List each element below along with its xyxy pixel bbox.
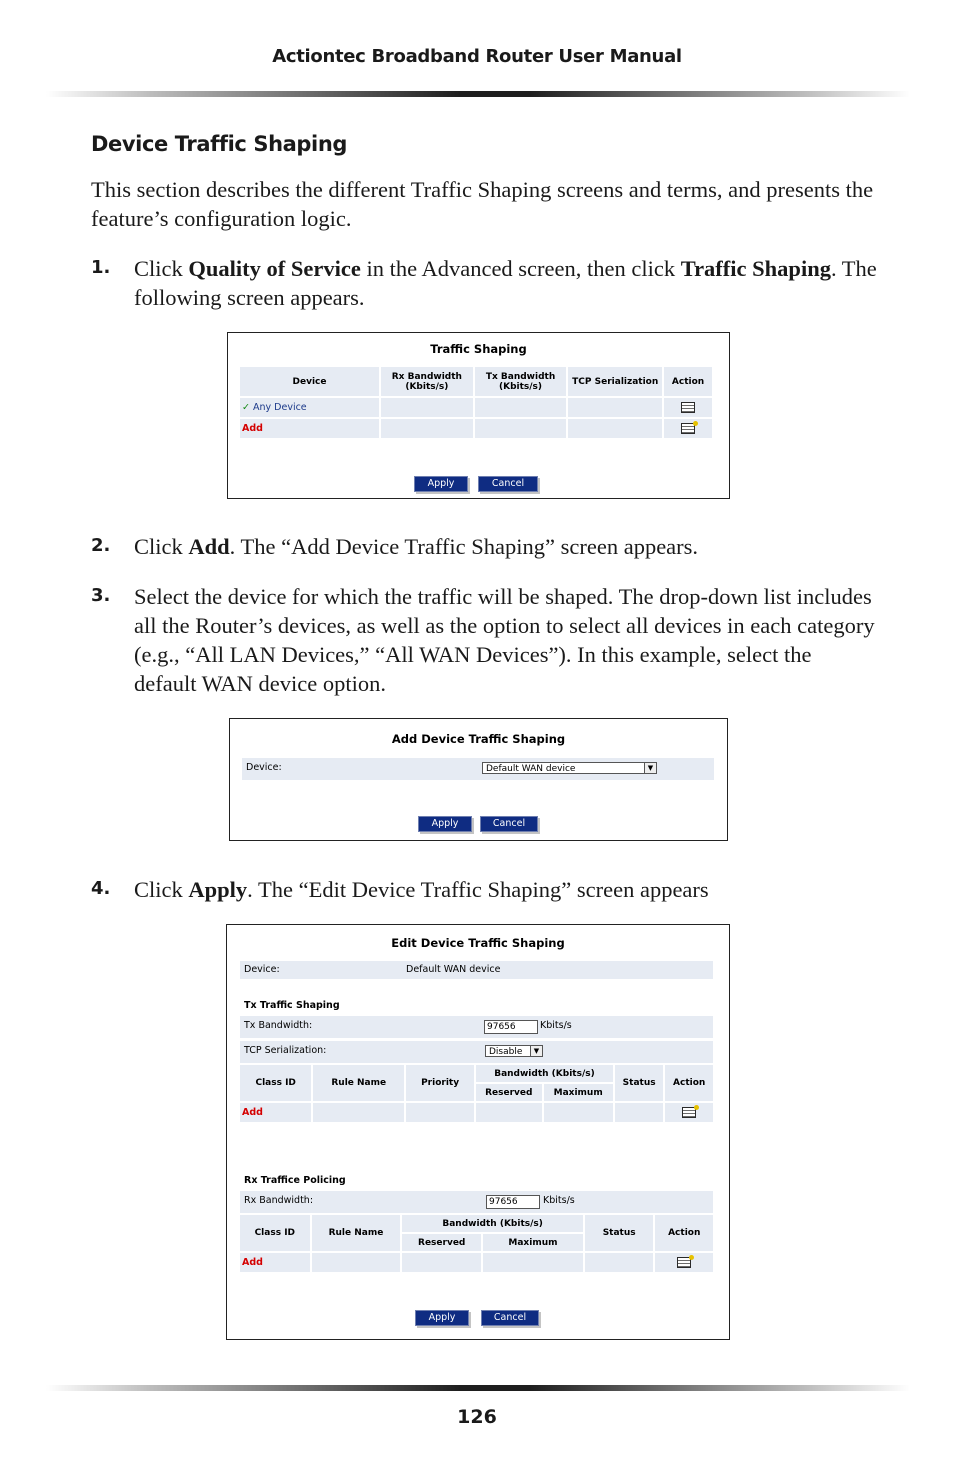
tcp-serialization-row [240, 1041, 713, 1063]
col-action: Action [665, 1065, 713, 1101]
apply-button[interactable]: Apply [415, 1310, 469, 1326]
running-header: Actiontec Broadband Router User Manual [272, 46, 682, 67]
device-label: Device: [246, 762, 282, 773]
add-link[interactable]: Add [242, 1107, 263, 1118]
col-rule-name: Rule Name [312, 1215, 401, 1251]
add-link[interactable]: Add [242, 423, 263, 434]
intro-paragraph: This section describes the different Traffic Shaping screens and terms, and presents the feature’s configuration logic. [91, 177, 874, 231]
screen-title: Add Device Traffic Shaping [391, 732, 566, 746]
col-class-id: Class ID [240, 1065, 311, 1101]
rx-bandwidth-row [240, 1191, 713, 1213]
add-link[interactable]: Add [242, 1257, 263, 1268]
device-link[interactable]: Any Device [253, 402, 307, 413]
rx-unit: Kbits/s [543, 1195, 575, 1206]
device-select[interactable]: Default WAN device ▼ [482, 762, 657, 774]
col-bandwidth: Bandwidth (Kbits/s) [402, 1215, 583, 1232]
chevron-down-icon: ▼ [644, 763, 656, 773]
cancel-button[interactable]: Cancel [480, 816, 538, 832]
tx-bandwidth-label: Tx Bandwidth: [244, 1020, 313, 1031]
col-class-id: Class ID [240, 1215, 310, 1251]
tx-bandwidth-row [240, 1016, 713, 1038]
section-title: Device Traffic Shaping [91, 132, 347, 156]
add-device-traffic-shaping-screenshot [229, 718, 728, 841]
rx-bandwidth-label: Rx Bandwidth: [244, 1195, 314, 1206]
step-4-text: Click Apply. The “Edit Device Traffic Shaping” screen appears [134, 877, 709, 902]
table-row [240, 1103, 713, 1122]
apply-button[interactable]: Apply [414, 476, 468, 492]
col-action: Action [664, 367, 712, 396]
col-device: Device [240, 367, 379, 396]
tx-unit: Kbits/s [540, 1020, 572, 1031]
step-number: 2. [91, 535, 111, 556]
table-row [240, 419, 712, 438]
tcp-serialization-label: TCP Serialization: [244, 1045, 327, 1056]
device-label: Device: [244, 964, 280, 975]
add-icon[interactable] [682, 1107, 696, 1118]
col-status: Status [615, 1065, 664, 1101]
rx-class-table [238, 1213, 715, 1274]
step-number: 3. [91, 585, 111, 606]
apply-button[interactable]: Apply [418, 816, 472, 832]
step-3-text: Select the device for which the traffic will be shaped. The drop-down list includes all the Router’s devices, as well as the option to select all devices in each category (e.g., “All LAN Devices,” “All WAN Devices”). In this example, select the default WAN device option. [134, 584, 875, 696]
col-tcp-serialization: TCP Serialization [568, 367, 662, 396]
page-number: 126 [457, 1406, 497, 1428]
edit-device-traffic-shaping-screenshot [226, 924, 730, 1340]
col-bandwidth: Bandwidth (Kbits/s) [476, 1065, 613, 1082]
col-maximum: Maximum [483, 1234, 583, 1251]
screen-title: Traffic Shaping [430, 342, 527, 356]
device-row [240, 961, 713, 979]
table-row [240, 398, 712, 417]
footer-rule [46, 1385, 910, 1391]
edit-icon[interactable] [681, 402, 695, 413]
traffic-shaping-screenshot [227, 332, 730, 499]
col-action: Action [655, 1215, 713, 1251]
cancel-button[interactable]: Cancel [481, 1310, 539, 1326]
col-maximum: Maximum [544, 1084, 613, 1101]
col-reserved: Reserved [476, 1084, 541, 1101]
step-number: 4. [91, 878, 111, 899]
header-rule [46, 91, 910, 97]
col-priority: Priority [406, 1065, 474, 1101]
col-tx-bandwidth: Tx Bandwidth (Kbits/s) [475, 367, 567, 396]
device-value: Default WAN device [406, 964, 501, 975]
col-rule-name: Rule Name [313, 1065, 404, 1101]
cancel-button[interactable]: Cancel [478, 476, 538, 492]
screen-title: Edit Device Traffic Shaping [391, 936, 565, 950]
table-row [240, 1253, 713, 1272]
rx-section-title: Rx Traffice Policing [244, 1175, 346, 1186]
add-icon[interactable] [681, 423, 695, 434]
tcp-serialization-select[interactable]: Disable ▼ [485, 1045, 543, 1057]
tx-class-table [238, 1063, 715, 1124]
tx-bandwidth-input[interactable]: 97656 [484, 1020, 538, 1034]
traffic-shaping-table [238, 365, 714, 440]
tx-section-title: Tx Traffic Shaping [244, 1000, 340, 1011]
col-rx-bandwidth: Rx Bandwidth (Kbits/s) [381, 367, 473, 396]
add-icon[interactable] [677, 1257, 691, 1268]
col-status: Status [585, 1215, 654, 1251]
rx-bandwidth-input[interactable]: 97656 [486, 1195, 540, 1209]
check-icon: ✓ [242, 402, 250, 413]
step-2-text: Click Add. The “Add Device Traffic Shaping” screen appears. [134, 534, 699, 559]
col-reserved: Reserved [402, 1234, 481, 1251]
chevron-down-icon: ▼ [530, 1046, 542, 1056]
step-number: 1. [91, 257, 111, 278]
step-1-text: Click Quality of Service in the Advanced screen, then click Traffic Shaping. The following screen appears. [134, 256, 877, 310]
